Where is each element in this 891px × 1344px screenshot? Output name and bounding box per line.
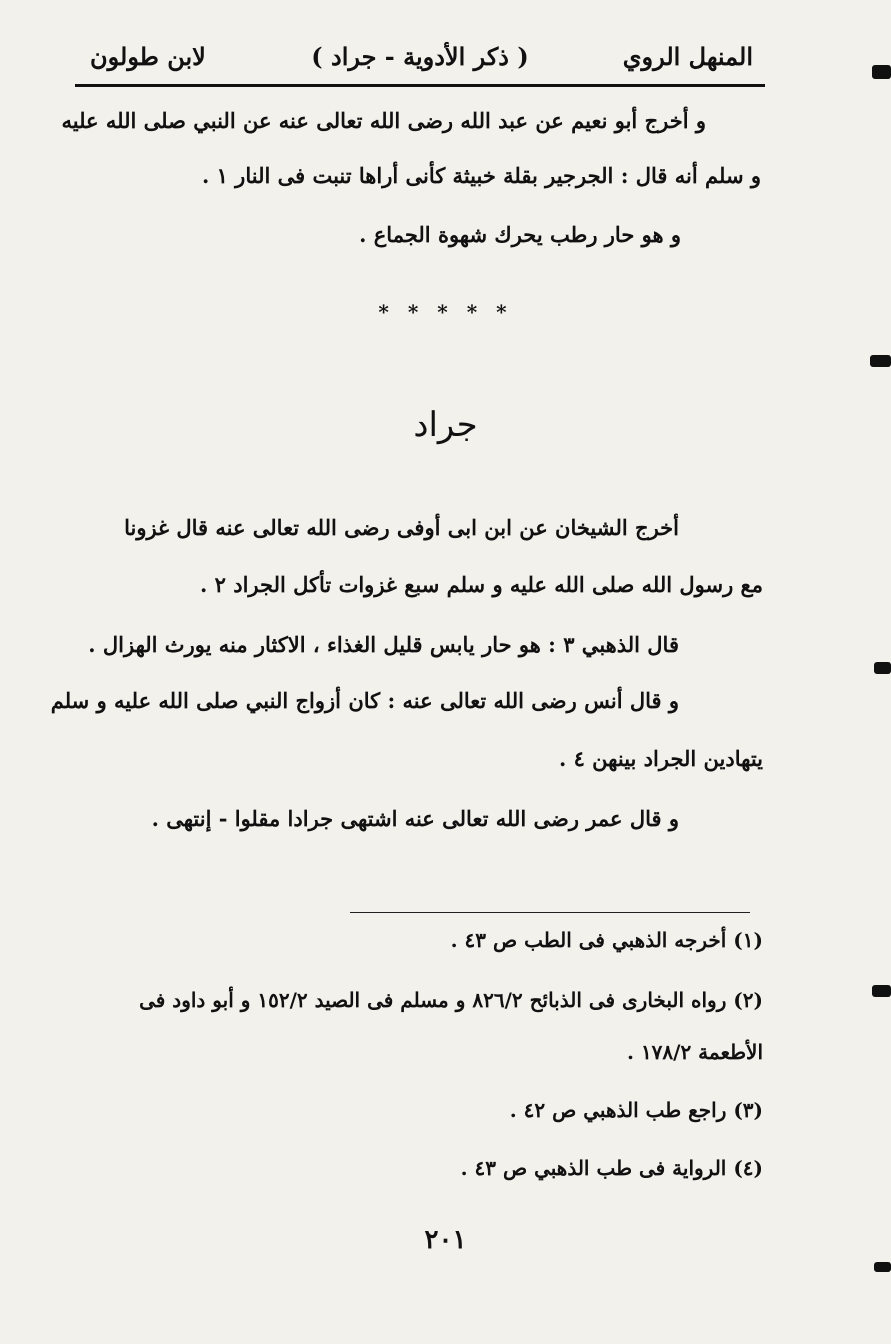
body-paragraph-4: و قال عمر رضى الله تعالى عنه اشتهى جرادا مقلوا - إنتهى .	[151, 806, 679, 831]
footnote-2-line-1: (٢) رواه البخارى فى الذبائح ٨٢٦/٢ و مسلم فى الصيد ١٥٢/٢ و أبو داود فى	[139, 988, 763, 1012]
section-title: ( ذكر الأدوية - جراد )	[311, 42, 529, 71]
scan-mark	[870, 355, 891, 367]
intro-line-2: و سلم أنه قال : الجرجير بقلة خبيثة كأنى أراها تنبت فى النار ١ .	[201, 163, 761, 188]
section-separator: * * * * *	[378, 300, 513, 324]
body-paragraph-1-line-2: مع رسول الله صلى الله عليه و سلم سبع غزوات تأكل الجراد ٢ .	[200, 572, 763, 597]
book-title: المنهل الروي	[622, 42, 753, 71]
entry-title: جراد	[413, 405, 478, 445]
body-paragraph-1-line-1: أخرج الشيخان عن ابن ابى أوفى رضى الله تعالى عنه قال غزونا	[124, 515, 679, 540]
footnote-rule	[350, 912, 750, 913]
scan-mark	[874, 1262, 891, 1272]
header-rule	[75, 84, 765, 87]
scan-mark	[872, 985, 891, 997]
body-paragraph-2: قال الذهبي ٣ : هو حار يابس قليل الغذاء ، الاكثار منه يورث الهزال .	[88, 632, 679, 657]
intro-line-1: و أخرج أبو نعيم عن عبد الله رضى الله تعالى عنه عن النبي صلى الله عليه	[61, 108, 706, 133]
footnote-2-line-2: الأطعمة ١٧٨/٢ .	[627, 1040, 763, 1064]
page-number: ٢٠١	[424, 1225, 467, 1255]
scan-mark	[872, 65, 891, 79]
intro-line-3: و هو حار رطب يحرك شهوة الجماع .	[359, 222, 681, 247]
footnote-4: (٤) الرواية فى طب الذهبي ص ٤٣ .	[460, 1156, 763, 1180]
scan-mark	[874, 662, 891, 674]
footnote-3: (٣) راجع طب الذهبي ص ٤٢ .	[509, 1098, 763, 1122]
author-name: لابن طولون	[90, 42, 206, 71]
body-paragraph-3-line-2: يتهادين الجراد بينهن ٤ .	[558, 746, 763, 771]
running-header	[75, 34, 765, 84]
footnote-1: (١) أخرجه الذهبي فى الطب ص ٤٣ .	[450, 928, 763, 952]
body-paragraph-3-line-1: و قال أنس رضى الله تعالى عنه : كان أزواج النبي صلى الله عليه و سلم	[50, 688, 679, 713]
